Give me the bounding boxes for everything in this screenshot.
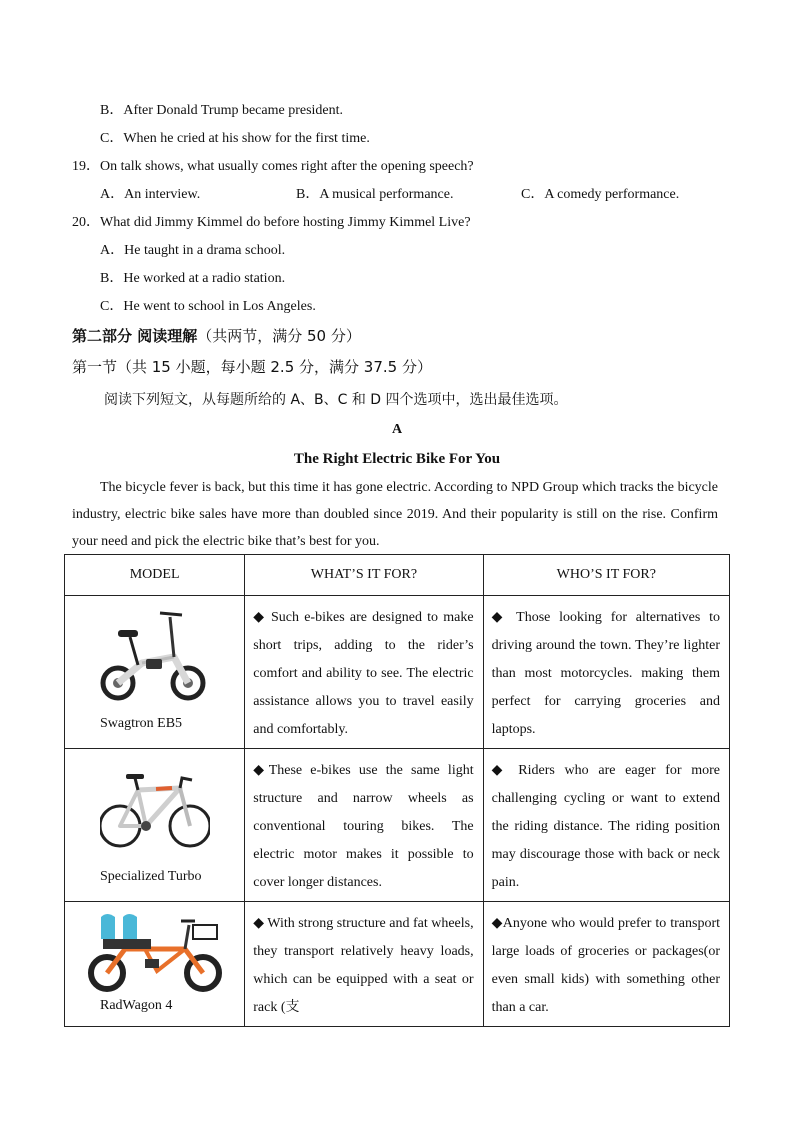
header-who: WHO’S IT FOR? bbox=[483, 555, 729, 596]
q19-option-a: A．An interview. bbox=[100, 187, 201, 202]
q19-option-b: B．A musical performance. bbox=[296, 187, 454, 202]
q20-option-a: A．He taught in a drama school. bbox=[100, 243, 286, 258]
q20-option-c: C．He went to school in Los Angeles. bbox=[100, 299, 316, 314]
what-cell: ◆ Such e-bikes are designed to make short trips, adding to the rider’s comfort and ability to see. The electric assistance allows you to travel easily and comfortably. bbox=[245, 596, 483, 749]
table-row bbox=[65, 902, 730, 1027]
cargo-ebike-image bbox=[85, 909, 225, 993]
q20-option-b: B．He worked at a radio station. bbox=[100, 271, 286, 286]
q20-stem: 20．What did Jimmy Kimmel do before hosting Jimmy Kimmel Live? bbox=[72, 215, 471, 230]
who-cell: ◆Anyone who would prefer to transport large loads of groceries or packages(or even small kids) with something other than a car. bbox=[483, 902, 729, 1027]
who-cell: ◆ Those looking for alternatives to driving around the town. They’re lighter than most motorcycles. making them perfect for carrying groceries and laptops. bbox=[483, 596, 729, 749]
passage-intro: The bicycle fever is back, but this time it has gone electric. According to NPD Group which tracks the bicycle industry, electric bike sales have more than doubled since 2019. And their popularity is still on the rise. Confirm your need and pick the electric bike that’s best for you. bbox=[72, 480, 718, 549]
bike-comparison-table bbox=[64, 554, 730, 1027]
table-header-row bbox=[65, 555, 730, 596]
part2-heading: 第二部分 阅读理解（共两节，满分 50 分） bbox=[72, 327, 361, 345]
section1-heading: 第一节（共 15 小题，每小题 2.5 分，满分 37.5 分） bbox=[72, 358, 432, 376]
table-row bbox=[65, 596, 730, 749]
model-cell bbox=[65, 596, 245, 749]
model-name: Swagtron EB5 bbox=[100, 716, 183, 731]
folding-ebike-image bbox=[100, 605, 210, 705]
what-cell: ◆ With strong structure and fat wheels, they transport relatively heavy loads, which can be equipped with a seat or rack (支 bbox=[245, 902, 483, 1027]
header-what: WHAT’S IT FOR? bbox=[245, 555, 483, 596]
q19-option-c: C．A comedy performance. bbox=[521, 187, 680, 202]
q18-option-c: C．When he cried at his show for the first time. bbox=[100, 131, 370, 146]
reading-instruction: 阅读下列短文，从每题所给的 A、B、C 和 D 四个选项中，选出最佳选项。 bbox=[104, 392, 568, 408]
model-cell bbox=[65, 902, 245, 1027]
q19-stem: 19．On talk shows, what usually comes right after the opening speech? bbox=[72, 159, 474, 174]
passage-letter: A bbox=[391, 422, 403, 437]
table-row bbox=[65, 749, 730, 902]
model-name: Specialized Turbo bbox=[100, 869, 202, 884]
model-cell bbox=[65, 749, 245, 902]
header-model: MODEL bbox=[65, 555, 245, 596]
what-cell: ◆These e-bikes use the same light structure and narrow wheels as conventional touring bikes. The electric motor makes it possible to cover longer distances. bbox=[245, 749, 483, 902]
passage-title: The Right Electric Bike For You bbox=[293, 451, 501, 467]
q18-option-b: B．After Donald Trump became president. bbox=[100, 103, 344, 118]
who-cell: ◆ Riders who are eager for more challenging cycling or want to extend the riding distance. The riding position may discourage those with back or neck pain. bbox=[483, 749, 729, 902]
model-name: RadWagon 4 bbox=[100, 998, 173, 1013]
road-ebike-image bbox=[100, 758, 210, 858]
